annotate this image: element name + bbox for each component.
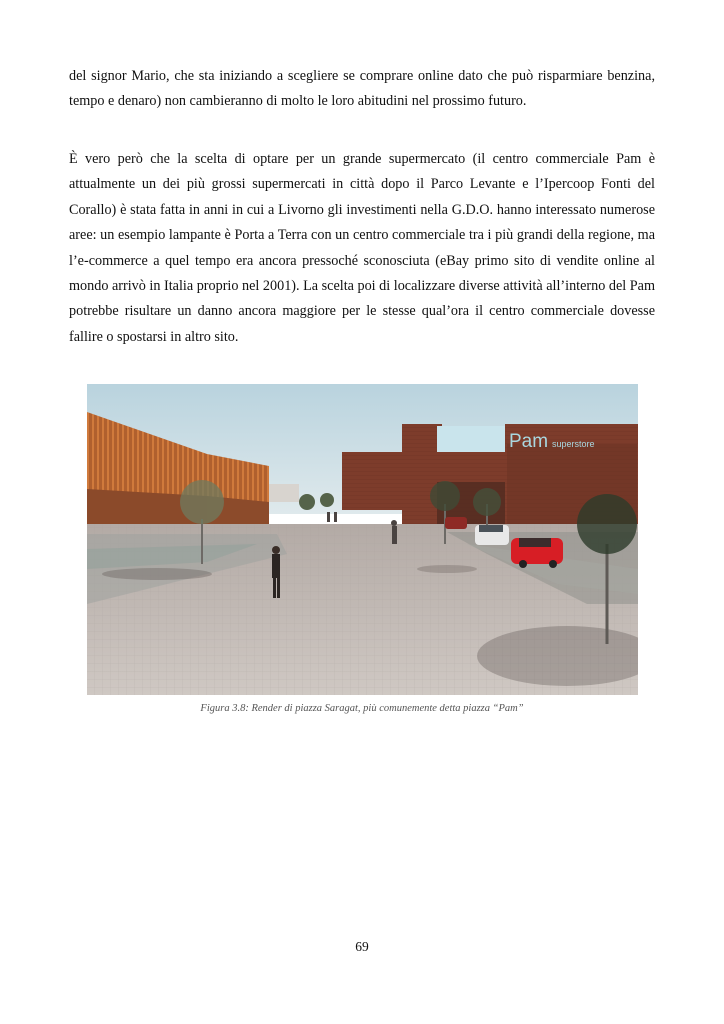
page-number: 69 — [355, 939, 369, 954]
figure-caption: Figura 3.8: Render di piazza Saragat, più comunemente detta piazza “Pam” — [200, 703, 524, 714]
figure-render-image — [87, 384, 638, 695]
store-sign-sub: superstore — [552, 439, 595, 449]
paragraph-1: del signor Mario, che sta iniziando a scegliere se comprare online dato che può risparmiare benzina, tempo e denaro) non cambieranno di molto le loro abitudini nel prossimo futuro. — [69, 68, 655, 110]
paragraph-2: È vero però che la scelta di optare per un grande supermercato (il centro commerciale Pam è attualmente un dei più grossi supermercati in città dopo il Parco Levante e l’Ipercoop Fonti del Corallo) è stata fatta in anni in cui a Livorno gli investimenti nella G.D.O. hanno interessato numerose aree: un esempio lampante è Porta a Terra con un centro commerciale tra i più grandi della regione, ma l’e-commerce a quel tempo era ancora pressoché sconosciuta (eBay primo sito di vendite online al mondo arrivò in Italia proprio nel 2001). La scelta poi di localizzare diverse attività all’interno del Pam potrebbe risultare un danno ancora maggiore per le stesse qual’ora il centro commerciale dovesse fallire o spostarsi in altro sito. — [69, 151, 655, 345]
store-sign-brand: Pam — [509, 431, 549, 452]
